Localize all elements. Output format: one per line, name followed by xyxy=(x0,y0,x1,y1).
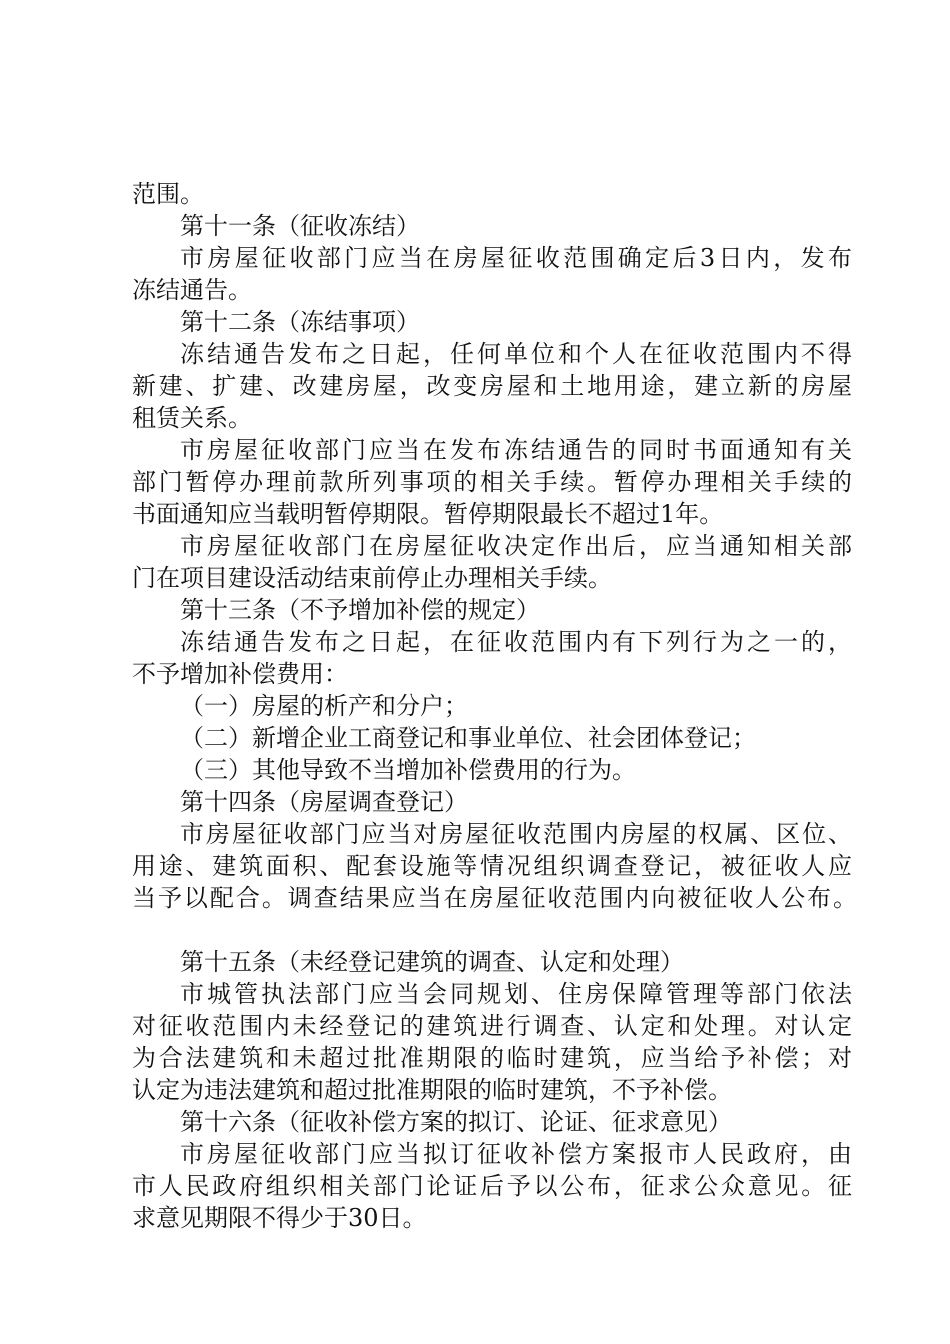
text-line: 为合法建筑和未超过批准期限的临时建筑，应当给予补偿；对 xyxy=(132,1044,852,1072)
text-line: 市房屋征收部门应当在房屋征收范围确定后3日内，发布 xyxy=(180,244,852,272)
text-line: 市房屋征收部门应当在发布冻结通告的同时书面通知有关 xyxy=(180,436,852,464)
text-line: 认定为违法建筑和超过批准期限的临时建筑，不予补偿。 xyxy=(132,1076,732,1104)
article-heading: 第十一条（征收冻结） xyxy=(180,212,420,240)
text-line: 市房屋征收部门在房屋征收决定作出后，应当通知相关部 xyxy=(180,532,852,560)
text-line: 新建、扩建、改建房屋，改变房屋和土地用途，建立新的房屋 xyxy=(132,372,852,400)
text-line: 用途、建筑面积、配套设施等情况组织调查登记，被征收人应 xyxy=(132,852,852,880)
text-line: 市人民政府组织相关部门论证后予以公布，征求公众意见。征 xyxy=(132,1172,852,1200)
list-item: （三）其他导致不当增加补偿费用的行为。 xyxy=(180,756,636,784)
text-line: 市城管执法部门应当会同规划、住房保障管理等部门依法 xyxy=(180,980,852,1008)
text-line: 当予以配合。调查结果应当在房屋征收范围内向被征收人公布。 xyxy=(132,884,857,912)
text-line: 市房屋征收部门应当拟订征收补偿方案报市人民政府，由 xyxy=(180,1140,852,1168)
article-heading: 第十二条（冻结事项） xyxy=(180,308,420,336)
article-heading: 第十三条（不予增加补偿的规定） xyxy=(180,596,540,624)
article-heading: 第十五条（未经登记建筑的调查、认定和处理） xyxy=(180,948,684,976)
text-line: 冻结通告发布之日起，在征收范围内有下列行为之一的， xyxy=(180,628,852,656)
text-line: 冻结通告发布之日起，任何单位和个人在征收范围内不得 xyxy=(180,340,852,368)
list-item: （二）新增企业工商登记和事业单位、社会团体登记； xyxy=(180,724,756,752)
text-line: 书面通知应当载明暂停期限。暂停期限最长不超过1年。 xyxy=(132,500,724,528)
text-line: 范围。 xyxy=(132,180,204,208)
text-line: 市房屋征收部门应当对房屋征收范围内房屋的权属、区位、 xyxy=(180,820,852,848)
text-line: 对征收范围内未经登记的建筑进行调查、认定和处理。对认定 xyxy=(132,1012,852,1040)
text-line: 租赁关系。 xyxy=(132,404,252,432)
text-line: 冻结通告。 xyxy=(132,276,252,304)
article-heading: 第十四条（房屋调查登记） xyxy=(180,788,468,816)
list-item: （一）房屋的析产和分户； xyxy=(180,692,468,720)
article-heading: 第十六条（征收补偿方案的拟订、论证、征求意见） xyxy=(180,1108,732,1136)
text-line: 门在项目建设活动结束前停止办理相关手续。 xyxy=(132,564,612,592)
text-line: 不予增加补偿费用： xyxy=(132,660,348,688)
text-line: 部门暂停办理前款所列事项的相关手续。暂停办理相关手续的 xyxy=(132,468,852,496)
text-line: 求意见期限不得少于30日。 xyxy=(132,1204,427,1232)
